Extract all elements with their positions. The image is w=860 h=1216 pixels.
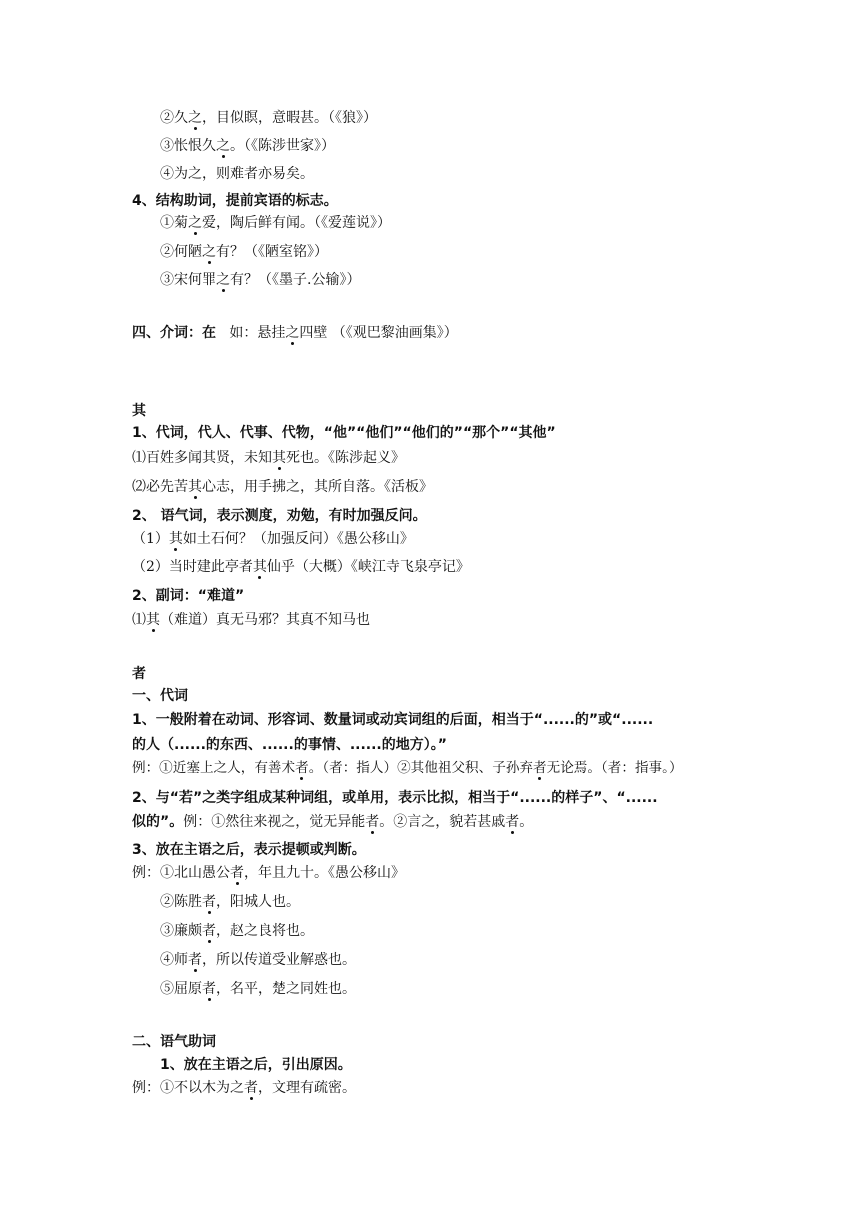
emphasis-mark: 者 [230,865,244,881]
emphasis-mark: 者 [202,894,216,910]
zhe-item-3-example-3: ③廉颇者，赵之良将也。 [160,923,314,939]
zhe-item-2-line-2: 似的”。例：①然往来视之，觉无异能者。②言之，貌若甚戚者。 [132,814,534,830]
zhe-item-3-title: 3、放在主语之后，表示提顿或判断。 [132,842,366,858]
zhe-item-1-example: 例：①近塞上之人，有善术者。（者：指人）②其他祖父积、子孙弃者无论焉。（者：指事。） [132,760,683,776]
emphasis-mark: 者 [533,760,547,776]
qi-item-1-title: 1、代词，代人、代事、代物，“他”“他们”“他们的”“那个”“其他” [132,425,556,441]
emphasis-mark: 者 [202,923,216,939]
qi-item-2-example-1: （1）其如土石何？（加强反问）《愚公移山》 [132,531,414,547]
emphasis-mark: 之 [216,138,230,154]
emphasis-mark: 其 [146,612,160,628]
zhe-item-1-title-line-1: 1、一般附着在动词、形容词、数量词或动宾词组的后面，相当于“......的”或“...... [132,712,654,728]
zhe-part-2-item-1: 1、放在主语之后，引出原因。 [160,1057,352,1073]
emphasis-mark: 其 [168,531,183,547]
zhi-item-4-example-3: ③宋何罪之有？（《墨子.公输》） [160,272,361,288]
zhe-item-2-line-1: 2、与“若”之类字组成某种词组，或单用，表示比拟，相当于“......的样子”、“...... [132,790,658,806]
qi-item-1-example-1: ⑴百姓多闻其贤，未知其死也。《陈涉起义》 [132,450,405,466]
zhi-part-4: 四、介词：在 如：悬挂之四壁 （《观巴黎油画集》） [132,325,458,341]
qi-item-1-example-2: ⑵必先苦其心志，用手拂之，其所自落。《活板》 [132,479,433,495]
emphasis-mark: 其 [252,559,267,575]
zhe-item-3-example-4: ④师者，所以传道受业解惑也。 [160,952,356,968]
zhi-item-4-example-1: ①菊之爱，陶后鲜有闻。（《爱莲说》） [160,215,391,231]
qi-item-2-title: 2、 语气词，表示测度，劝勉，有时加强反问。 [132,508,427,524]
qi-item-2-example-2: （2）当时建此亭者其仙乎（大概）《峡江寺飞泉亭记》 [132,559,470,575]
zhi-example-4: ④为之，则难者亦易矣。 [160,166,314,182]
emphasis-mark: 者 [244,1080,258,1096]
emphasis-mark: 者 [365,814,380,830]
zhe-part-1: 一、代词 [132,688,188,704]
zhe-item-1-title-line-2: 的人（......的东西、......的事情、......的地方）。” [132,737,447,753]
emphasis-mark: 之 [202,244,216,260]
emphasis-mark: 其 [272,450,286,466]
emphasis-mark: 者 [188,952,202,968]
zhi-example-2: ②久之，目似瞑，意暇甚。（《狼》） [160,110,377,126]
qi-heading: 其 [132,403,146,419]
zhi-example-3: ③怅恨久之。（《陈涉世家》） [160,138,335,154]
qi-item-3-example-1: ⑴其（难道）真无马邪？其真不知马也 [132,612,370,628]
zhe-item-3-example-5: ⑤屈原者，名平，楚之同姓也。 [160,981,356,997]
zhe-part-2-example: 例：①不以木为之者，文理有疏密。 [132,1080,356,1096]
emphasis-mark: 之 [216,272,230,288]
emphasis-mark: 者 [295,760,309,776]
emphasis-mark: 之 [188,215,202,231]
emphasis-mark: 之 [285,325,300,341]
emphasis-mark: 者 [505,814,520,830]
zhi-item-4-example-2: ②何陋之有？（《陋室铭》） [160,244,328,260]
emphasis-mark: 之 [188,110,202,126]
zhe-item-3-example-1: 例：①北山愚公者，年且九十。《愚公移山》 [132,865,405,881]
zhi-item-4-title: 4、结构助词，提前宾语的标志。 [132,193,338,209]
qi-item-3-title: 2、副词：“难道” [132,588,245,604]
emphasis-mark: 其 [188,479,202,495]
zhe-heading: 者 [132,666,146,682]
zhe-item-3-example-2: ②陈胜者，阳城人也。 [160,894,300,910]
emphasis-mark: 者 [202,981,216,997]
zhe-part-2: 二、语气助词 [132,1034,216,1050]
